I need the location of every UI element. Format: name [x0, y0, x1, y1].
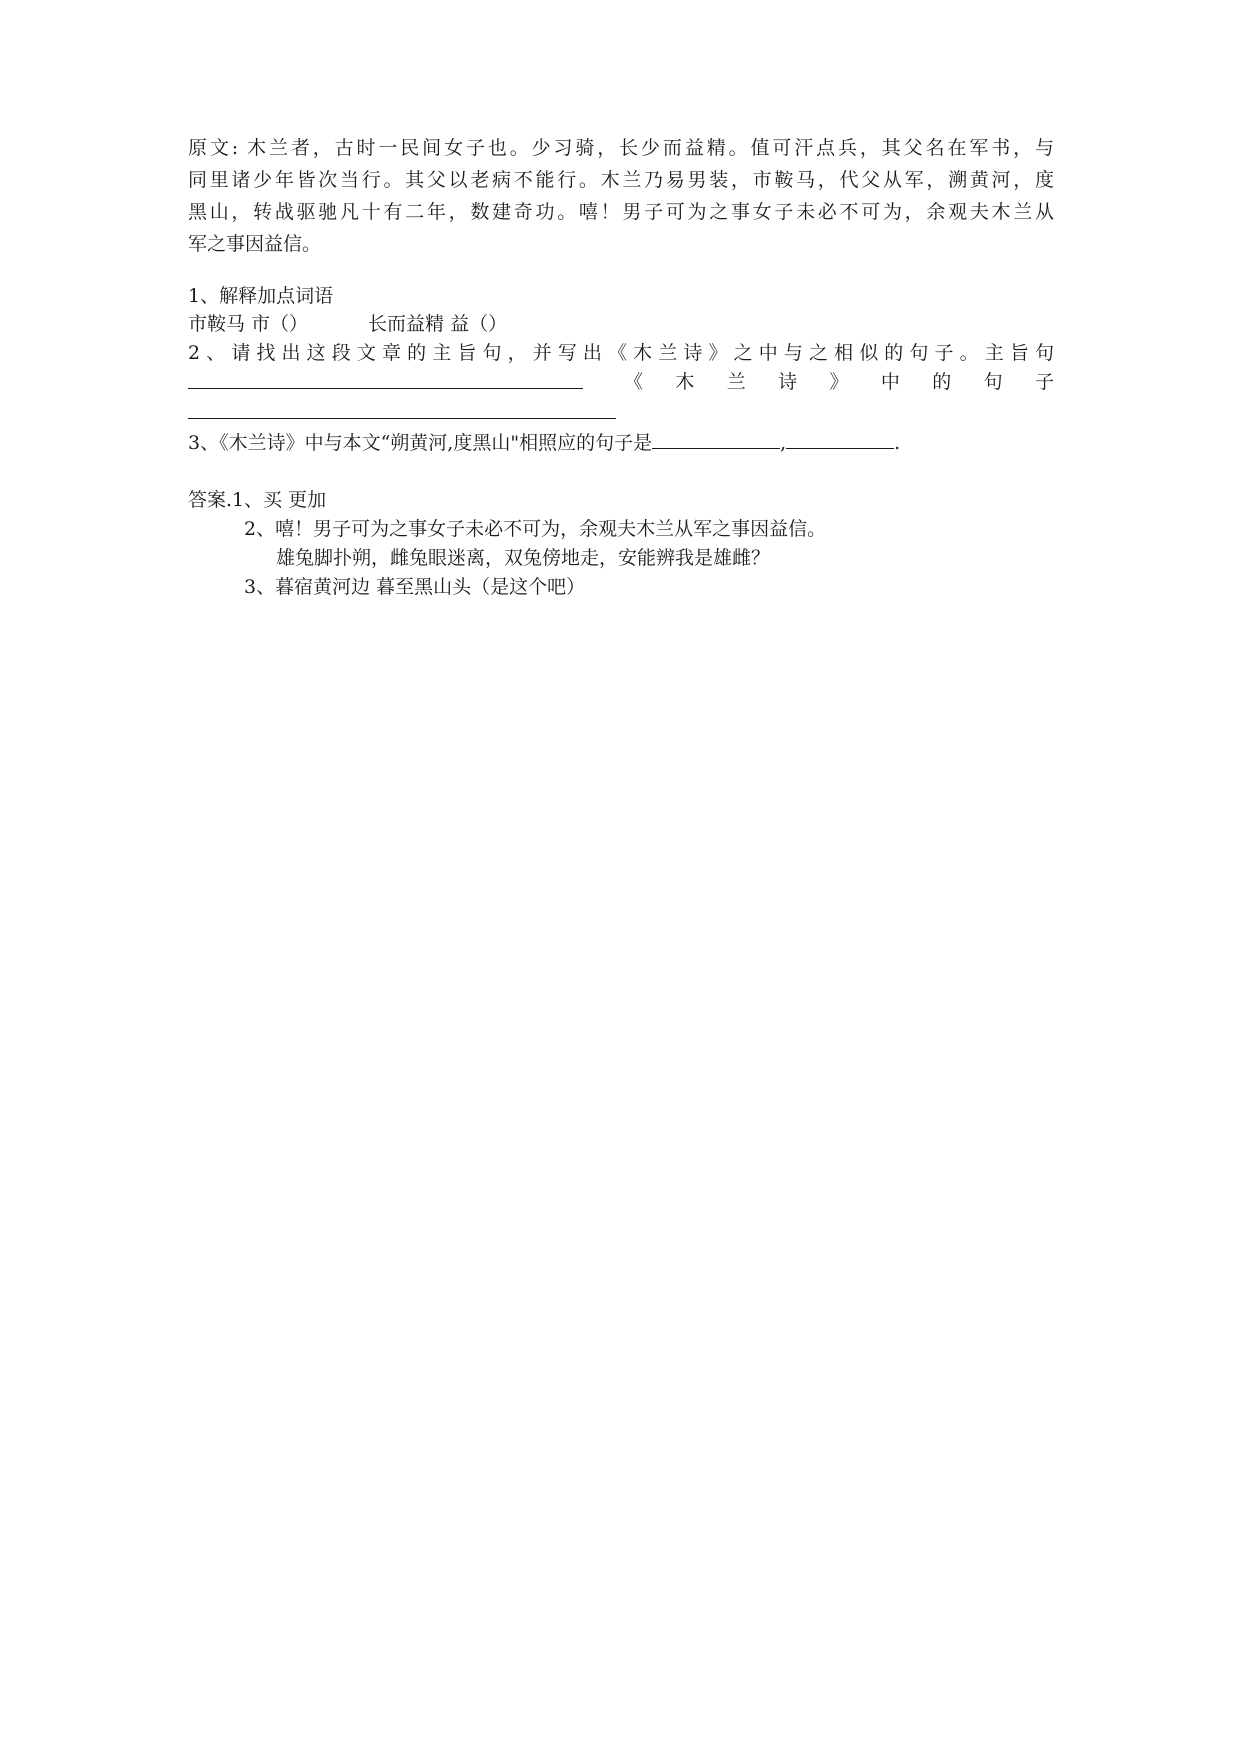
question-2-poem-label: 《 木 兰 诗 》 中 的 句 子 [624, 371, 1054, 393]
question-2-blank-poem[interactable] [188, 418, 616, 419]
question-2-answer-row [188, 366, 1054, 398]
passage-line-1: 原文: 木兰者，古时一民间女子也。少习骑，长少而益精。值可汗点兵，其父名在军书，与 [188, 137, 1054, 159]
question-3-blank-1[interactable] [652, 426, 780, 449]
passage-line-3: 黑山，转战驱驰凡十有二年，数建奇功。嘻！男子可为之事女子未必不可为，余观夫木兰从 [188, 201, 1054, 223]
question-1-items [188, 308, 507, 340]
question-1-item-b: 长而益精 益（） [368, 313, 508, 335]
answer-2-line-1: 2、嘻！男子可为之事女子未必不可为，余观夫木兰从军之事因益信。 [244, 518, 827, 540]
question-3-blank-2[interactable] [786, 426, 894, 449]
document-page [188, 0, 1054, 1754]
passage-line-4: 军之事因益信。 [188, 233, 322, 255]
question-1-item-a: 市鞍马 市（） [188, 313, 309, 335]
question-2-prompt: 2、请找出这段文章的主旨句，并写出《木兰诗》之中与之相似的句子。主旨句 [188, 342, 1054, 364]
question-1-heading: 1、解释加点词语 [188, 285, 334, 307]
question-3-comma: , [780, 432, 787, 454]
answer-1: 答案.1、买 更加 [188, 489, 327, 511]
answer-2-line-2: 雄兔脚扑朔，雌兔眼迷离，双兔傍地走，安能辨我是雄雌？ [276, 547, 771, 569]
passage-line-2: 同里诸少年皆次当行。其父以老病不能行。木兰乃易男装，市鞍马，代父从军，溯黄河，度 [188, 169, 1054, 191]
question-3-period: . [894, 432, 901, 454]
question-3-text: 3、《木兰诗》中与本文“朔黄河,度黑山"相照应的句子是 [188, 432, 653, 454]
question-2-blank-main[interactable] [188, 388, 583, 389]
question-3-prompt [188, 426, 900, 458]
answer-3: 3、暮宿黄河边 暮至黑山头（是这个吧） [244, 576, 586, 598]
